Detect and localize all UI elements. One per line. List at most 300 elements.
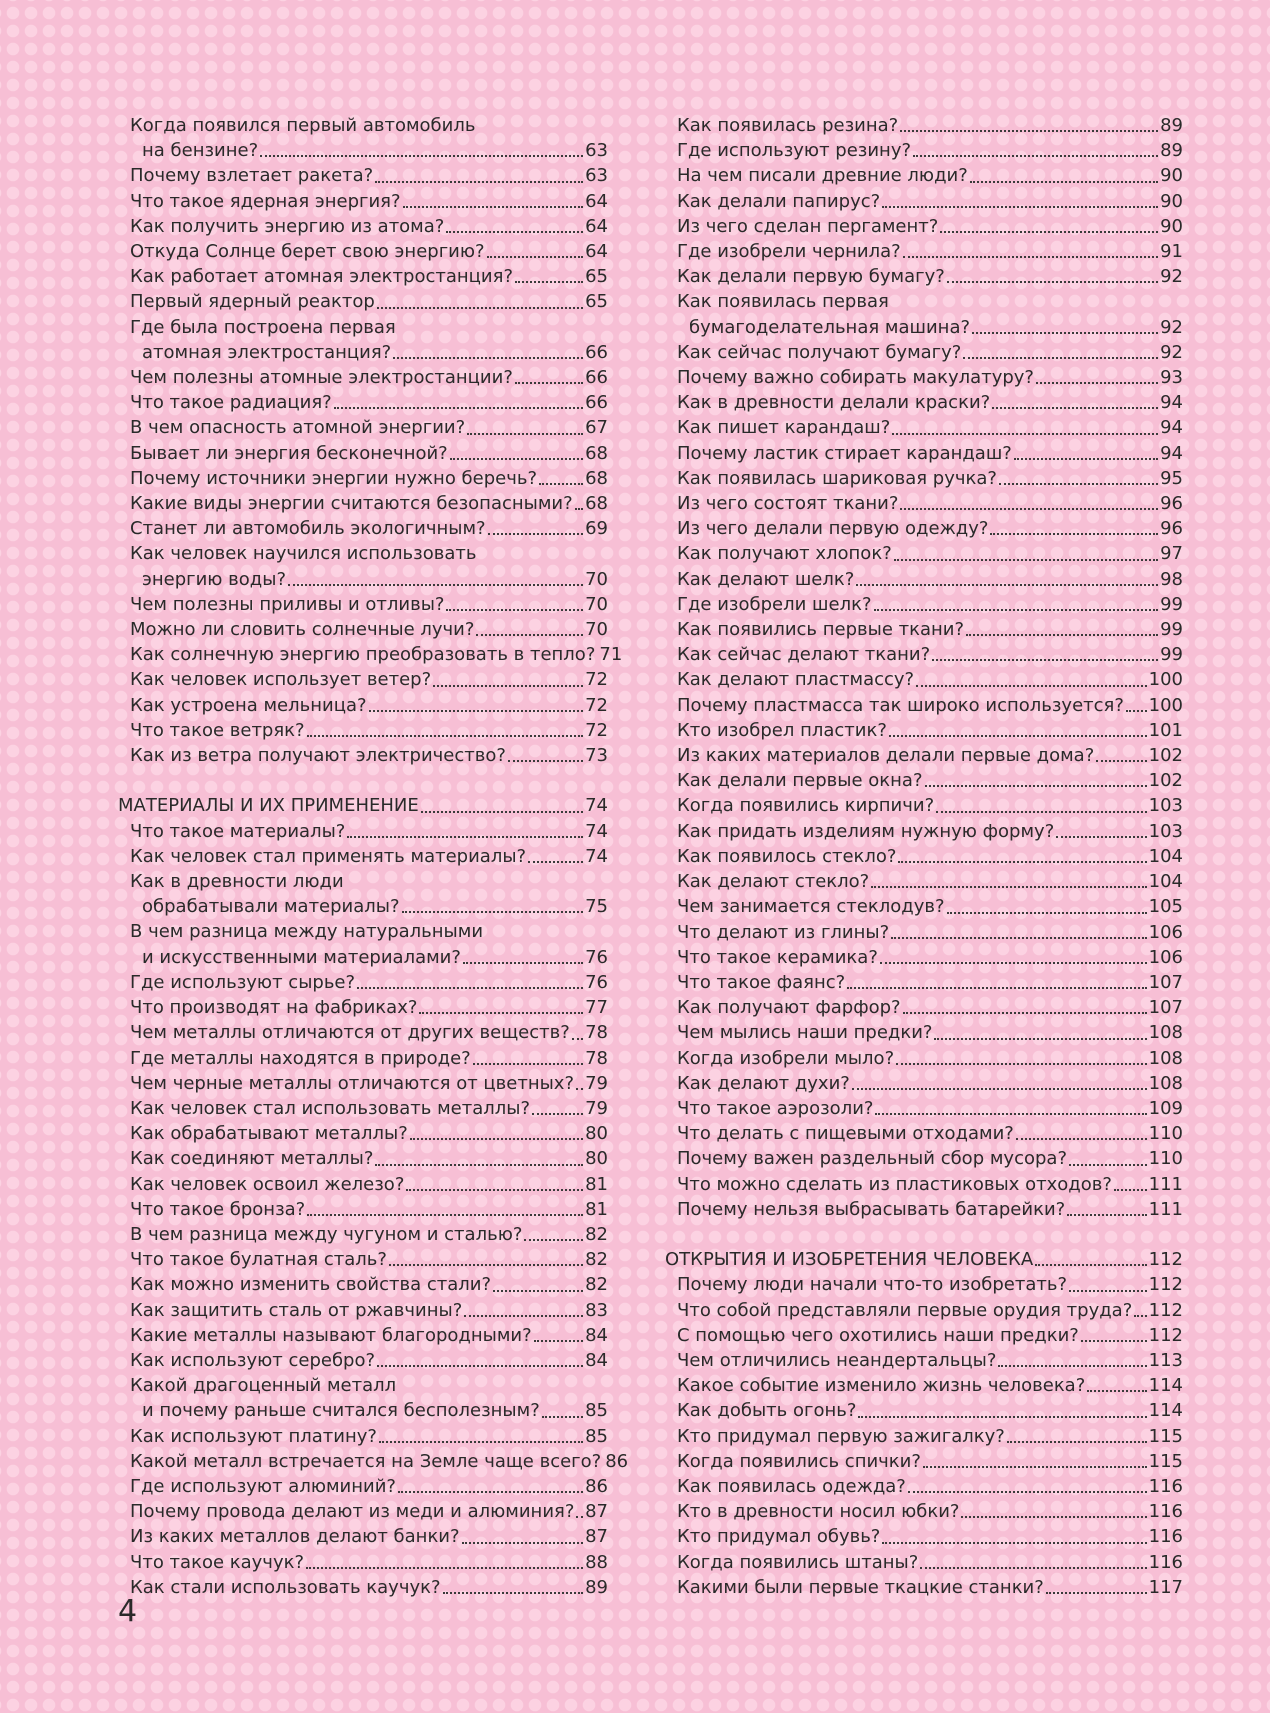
- dot-leader: [377, 307, 583, 309]
- toc-entry-title: Чем отличились неандертальцы?: [677, 1349, 997, 1371]
- toc-entry-title: Как человек использует ветер?: [130, 669, 432, 691]
- toc-entry: [118, 995, 608, 1020]
- dot-leader: [875, 1113, 1146, 1115]
- toc-entry: [665, 340, 1183, 365]
- dot-leader: [858, 1416, 1146, 1418]
- toc-page-number: 74: [585, 820, 608, 842]
- toc-entry-title: Почему источники энергии нужно беречь?: [130, 467, 538, 489]
- toc-entry: [118, 1121, 608, 1146]
- toc-page-number: 103: [1148, 795, 1183, 817]
- toc-entry: [118, 667, 608, 692]
- toc-page-number: 102: [1148, 770, 1183, 792]
- dot-leader: [508, 760, 583, 762]
- dot-leader: [393, 357, 583, 359]
- toc-page-number: 110: [1148, 1123, 1183, 1145]
- dot-leader: [406, 1189, 583, 1191]
- toc-entry-title: Первый ядерный реактор: [130, 291, 375, 313]
- toc-entry: [118, 189, 608, 214]
- toc-entry-title: Чем черные металлы отличаются от цветных?: [130, 1072, 575, 1094]
- toc-page-number: 103: [1148, 820, 1183, 842]
- toc-page-number: 116: [1148, 1526, 1183, 1548]
- dot-leader: [576, 1088, 583, 1090]
- toc-page-number: 70: [585, 593, 608, 615]
- dot-leader: [1067, 1214, 1146, 1216]
- toc-page-number: 115: [1148, 1425, 1183, 1447]
- dot-leader: [992, 407, 1158, 409]
- toc-entry: [665, 718, 1183, 743]
- dot-leader: [375, 1164, 583, 1166]
- dot-leader: [894, 559, 1158, 561]
- toc-entry-title: Из чего состоят ткани?: [677, 493, 899, 515]
- toc-entry-title: В чем разница между натуральными: [130, 921, 484, 943]
- toc-entry: [665, 1373, 1183, 1398]
- toc-entry-title: Как сейчас делают ткани?: [677, 644, 931, 666]
- toc-entry-title: Как получить энергию из атома?: [130, 215, 445, 237]
- dot-leader: [1069, 1164, 1147, 1166]
- toc-entry: [665, 390, 1183, 415]
- dot-leader: [443, 1592, 584, 1594]
- toc-entry-title: Почему ластик стирает карандаш?: [677, 442, 1012, 464]
- toc-entry-title: Где изобрели чернила?: [677, 241, 901, 263]
- toc-entry: [665, 289, 1183, 339]
- toc-entry-title: Как появилась одежда?: [677, 1475, 906, 1497]
- toc-page-number: 66: [585, 367, 608, 389]
- toc-page-number: 97: [1160, 543, 1183, 565]
- toc-page-number: 64: [585, 241, 608, 263]
- toc-page-number: 74: [585, 795, 608, 817]
- dot-leader: [990, 533, 1158, 535]
- toc-entry-title: Что такое фаянс?: [677, 971, 846, 993]
- toc-page-number: 78: [585, 1047, 608, 1069]
- toc-entry-title: обрабатывали материалы?: [142, 896, 400, 918]
- toc-entry: [118, 1348, 608, 1373]
- toc-entry: [665, 1524, 1183, 1549]
- toc-page-number: 68: [585, 442, 608, 464]
- toc-page-number: 81: [585, 1198, 608, 1220]
- toc-entry-title: Как делают стекло?: [677, 871, 870, 893]
- toc-entry: [665, 970, 1183, 995]
- toc-page-number: 107: [1148, 971, 1183, 993]
- dot-leader: [487, 256, 584, 258]
- toc-page-number: 79: [585, 1072, 608, 1094]
- toc-entry-title: Что делают из глины?: [677, 921, 890, 943]
- toc-entry: [665, 1348, 1183, 1373]
- toc-entry: [665, 1323, 1183, 1348]
- toc-entry: [118, 1424, 608, 1449]
- toc-page-number: 116: [1148, 1551, 1183, 1573]
- toc-page-number: 85: [585, 1425, 608, 1447]
- toc-entry-title: Как появилась первая: [677, 291, 889, 313]
- toc-entry: [118, 592, 608, 617]
- dot-leader: [1056, 836, 1146, 838]
- toc-page-number: 111: [1148, 1198, 1183, 1220]
- toc-right-column: [665, 113, 1183, 1600]
- toc-entry: [118, 1046, 608, 1071]
- dot-leader: [1014, 458, 1158, 460]
- toc-entry-title: Как делают духи?: [677, 1072, 850, 1094]
- toc-entry-title: Что такое радиация?: [130, 392, 332, 414]
- toc-page-number: 115: [1148, 1450, 1183, 1472]
- dot-leader: [379, 1441, 583, 1443]
- dot-leader: [539, 483, 583, 485]
- toc-page-number: 84: [585, 1349, 608, 1371]
- toc-entry: [665, 1272, 1183, 1297]
- toc-entry: [665, 466, 1183, 491]
- toc-page-number: 90: [1160, 165, 1183, 187]
- dot-leader: [900, 130, 1158, 132]
- toc-page-number: 84: [585, 1324, 608, 1346]
- toc-page-number: 110: [1148, 1148, 1183, 1170]
- toc-entry: [665, 1298, 1183, 1323]
- toc-entry: [118, 1020, 608, 1045]
- toc-entry-title: Что делать с пищевыми отходами?: [677, 1123, 1014, 1145]
- dot-leader: [524, 1239, 583, 1241]
- toc-entry-title: Какие виды энергии считаются безопасными?: [130, 493, 573, 515]
- dot-leader: [1096, 760, 1146, 762]
- toc-entry: [665, 1020, 1183, 1045]
- toc-page-number: 94: [1160, 417, 1183, 439]
- dot-leader: [1007, 1441, 1147, 1443]
- dot-leader: [450, 458, 583, 460]
- toc-entry: [118, 743, 608, 768]
- dot-leader: [1046, 1592, 1147, 1594]
- toc-entry-title: Когда появились спички?: [677, 1450, 921, 1472]
- toc-page-number: 106: [1148, 921, 1183, 943]
- toc-entry: [118, 919, 608, 969]
- toc-page-number: 88: [585, 1551, 608, 1573]
- dot-leader: [889, 735, 1147, 737]
- toc-page-number: 63: [585, 165, 608, 187]
- toc-entry-title: бумагоделательная машина?: [689, 316, 971, 338]
- toc-entry-title: Чем полезны приливы и отливы?: [130, 593, 445, 615]
- toc-entry-title: Почему пластмасса так широко используется?: [677, 694, 1124, 716]
- toc-page-number: 86: [605, 1450, 629, 1472]
- toc-entry: [665, 667, 1183, 692]
- toc-page-number: 108: [1148, 1047, 1183, 1069]
- toc-page-number: 75: [585, 896, 608, 918]
- toc-entry: [118, 844, 608, 869]
- toc-entry: [665, 894, 1183, 919]
- toc-page-number: 112: [1148, 1274, 1183, 1296]
- toc-entry: [665, 441, 1183, 466]
- toc-page-number: 63: [585, 140, 608, 162]
- dot-leader: [576, 1516, 583, 1518]
- toc-entry: [118, 1172, 608, 1197]
- toc-entry-title: Как из ветра получают электричество?: [130, 745, 506, 767]
- toc-entry-title: Из чего делали первую одежду?: [677, 518, 989, 540]
- toc-page-number: 92: [1160, 316, 1183, 338]
- toc-entry-title: Кто придумал обувь?: [677, 1526, 881, 1548]
- dot-leader: [488, 533, 583, 535]
- dot-leader: [891, 937, 1146, 939]
- dot-leader: [936, 811, 1146, 813]
- toc-entry: [118, 541, 608, 591]
- toc-entry: [118, 466, 608, 491]
- toc-page-number: 117: [1148, 1576, 1183, 1598]
- toc-entry-title: Как делали папирус?: [677, 190, 881, 212]
- dot-leader: [1134, 1315, 1146, 1317]
- toc-page-number: 68: [585, 467, 608, 489]
- toc-entry-title: Как делали первую бумагу?: [677, 266, 945, 288]
- toc-entry-title: Как устроена мельница?: [130, 694, 367, 716]
- toc-entry: [665, 793, 1183, 818]
- toc-entry-title: Как человек освоил железо?: [130, 1173, 405, 1195]
- toc-entry-title: Что такое ядерная энергия?: [130, 190, 401, 212]
- toc-entry-title: Почему важен раздельный сбор мусора?: [677, 1148, 1067, 1170]
- toc-entry: [118, 970, 608, 995]
- toc-entry: [118, 1524, 608, 1549]
- toc-entry-title: Как пишет карандаш?: [677, 417, 891, 439]
- toc-entry: [118, 264, 608, 289]
- dot-leader: [852, 1088, 1147, 1090]
- toc-entry: [118, 415, 608, 440]
- toc-entry-title: Где используют алюминий?: [130, 1475, 396, 1497]
- toc-entry: [665, 743, 1183, 768]
- toc-entry-title: атомная электростанция?: [142, 341, 392, 363]
- toc-page-number: 108: [1148, 1072, 1183, 1094]
- toc-entry-title: Где изобрели шелк?: [677, 593, 872, 615]
- dot-leader: [940, 231, 1158, 233]
- toc-page-number: 82: [585, 1249, 608, 1271]
- toc-entry-title: Как работает атомная электростанция?: [130, 266, 513, 288]
- dot-leader: [463, 962, 583, 964]
- toc-page-number: 67: [585, 417, 608, 439]
- dot-leader: [419, 1012, 583, 1014]
- toc-entry-title: Чем занимается стеклодув?: [677, 896, 945, 918]
- toc-entry: [118, 1373, 608, 1423]
- toc-page-number: 93: [1160, 367, 1183, 389]
- toc-entry: [665, 1071, 1183, 1096]
- toc-page-number: 71: [599, 644, 623, 666]
- toc-entry: [118, 214, 608, 239]
- toc-entry: [665, 693, 1183, 718]
- toc-section-heading: [118, 793, 608, 818]
- toc-entry-title: Какое событие изменило жизнь человека?: [677, 1375, 1086, 1397]
- toc-entry-title: Как появились первые ткани?: [677, 619, 965, 641]
- toc-entry: [118, 491, 608, 516]
- dot-leader: [532, 1113, 583, 1115]
- toc-page-number: 82: [585, 1223, 608, 1245]
- dot-leader: [923, 1466, 1147, 1468]
- dot-leader: [421, 811, 583, 813]
- toc-entry: [665, 1550, 1183, 1575]
- toc-entry-title: Почему провода делают из меди и алюминия?: [130, 1501, 575, 1523]
- toc-entry: [665, 819, 1183, 844]
- toc-entry: [118, 1272, 608, 1297]
- dot-leader: [932, 659, 1158, 661]
- dot-leader: [433, 685, 583, 687]
- toc-page-number: 91: [1160, 241, 1183, 263]
- dot-leader: [1081, 1340, 1147, 1342]
- toc-entry-title: Что производят на фабриках?: [130, 997, 418, 1019]
- toc-page-number: 99: [1160, 593, 1183, 615]
- toc-page-number: 114: [1148, 1375, 1183, 1397]
- toc-page-number: 76: [585, 971, 608, 993]
- toc-entry-title: Когда изобрели мыло?: [677, 1047, 895, 1069]
- toc-entry: [665, 365, 1183, 390]
- toc-entry-title: Какой металл встречается на Земле чаще всего?: [130, 1450, 602, 1472]
- toc-entry: [118, 1146, 608, 1171]
- toc-page-number: 90: [1160, 215, 1183, 237]
- dot-leader: [410, 1138, 583, 1140]
- toc-page-number: 94: [1160, 442, 1183, 464]
- dot-leader: [1087, 1390, 1146, 1392]
- toc-entry-title: С помощью чего охотились наши предки?: [677, 1324, 1079, 1346]
- toc-page-number: 99: [1160, 619, 1183, 641]
- toc-entry: [118, 869, 608, 919]
- toc-entry-title: Что такое булатная сталь?: [130, 1249, 387, 1271]
- toc-entry: [665, 415, 1183, 440]
- toc-entry: [665, 1474, 1183, 1499]
- dot-leader: [898, 861, 1146, 863]
- dot-leader: [260, 155, 583, 157]
- toc-page-number: 72: [585, 694, 608, 716]
- dot-leader: [462, 1542, 584, 1544]
- toc-page-number: 86: [585, 1475, 608, 1497]
- toc-entry-title: энергию воды?: [142, 568, 287, 590]
- toc-entry: [665, 1172, 1183, 1197]
- dot-leader: [874, 609, 1159, 611]
- toc-entry: [118, 1197, 608, 1222]
- toc-entry: [665, 138, 1183, 163]
- toc-entry-title: Кто придумал первую зажигалку?: [677, 1425, 1005, 1447]
- dot-leader: [871, 886, 1146, 888]
- toc-page-number: 111: [1148, 1173, 1183, 1195]
- toc-entry-title: Как делали первые окна?: [677, 770, 923, 792]
- toc-page-number: 87: [585, 1501, 608, 1523]
- toc-page-number: 92: [1160, 341, 1183, 363]
- toc-entry: [118, 163, 608, 188]
- toc-page-number: 89: [1160, 140, 1183, 162]
- toc-entry: [118, 1071, 608, 1096]
- toc-entry: [118, 718, 608, 743]
- dot-leader: [473, 1063, 583, 1065]
- toc-entry-title: Как получают фарфор?: [677, 997, 901, 1019]
- toc-entry-title: Как получают хлопок?: [677, 543, 892, 565]
- toc-entry-title: Как делают шелк?: [677, 568, 855, 590]
- dot-leader: [476, 634, 583, 636]
- toc-page-number: 81: [585, 1173, 608, 1195]
- toc-entry-title: Чем полезны атомные электростанции?: [130, 367, 513, 389]
- toc-page-number: 98: [1160, 568, 1183, 590]
- toc-page-number: 77: [585, 997, 608, 1019]
- toc-entry: [665, 592, 1183, 617]
- dot-leader: [528, 861, 583, 863]
- toc-entry: [665, 642, 1183, 667]
- toc-page-number: 65: [585, 291, 608, 313]
- toc-entry: [665, 541, 1183, 566]
- toc-entry: [665, 1197, 1183, 1222]
- toc-entry-title: Что такое ветряк?: [130, 719, 305, 741]
- dot-leader: [1114, 1189, 1147, 1191]
- toc-entry: [118, 1449, 629, 1474]
- toc-entry-title: Где используют сырье?: [130, 971, 356, 993]
- dot-leader: [1016, 1138, 1147, 1140]
- toc-entry-title: Как в древности люди: [130, 871, 344, 893]
- toc-entry-title: и почему раньше считался бесполезным?: [142, 1400, 540, 1422]
- toc-entry-title: Из чего сделан пергамент?: [677, 215, 939, 237]
- toc-page-number: 89: [1160, 115, 1183, 136]
- dot-leader: [903, 1012, 1147, 1014]
- toc-entry-title: Почему важно собирать макулатуру?: [677, 367, 1034, 389]
- toc-entry: [118, 642, 623, 667]
- dot-leader: [347, 836, 583, 838]
- toc-page-number: 116: [1148, 1475, 1183, 1497]
- toc-entry: [665, 1575, 1183, 1600]
- toc-entry-title: Как появилась шариковая ручка?: [677, 467, 997, 489]
- dot-leader: [925, 785, 1147, 787]
- toc-entry: [665, 239, 1183, 264]
- dot-leader: [900, 508, 1158, 510]
- dot-leader: [892, 433, 1158, 435]
- toc-page-number: 64: [585, 215, 608, 237]
- dot-leader: [882, 206, 1158, 208]
- toc-entry-title: Когда появились штаны?: [677, 1551, 919, 1573]
- dot-leader: [966, 634, 1158, 636]
- dot-leader: [377, 1365, 583, 1367]
- toc-entry-title: Как человек стал использовать металлы?: [130, 1097, 531, 1119]
- dot-leader: [947, 281, 1158, 283]
- toc-entry: [118, 1298, 608, 1323]
- toc-page-number: 101: [1148, 719, 1183, 741]
- toc-entry-title: Как человек научился использовать: [130, 543, 477, 565]
- toc-entry-title: Что такое бронза?: [130, 1198, 306, 1220]
- toc-entry: [118, 239, 608, 264]
- toc-page-number: 102: [1148, 745, 1183, 767]
- toc-entry: [118, 1323, 608, 1348]
- toc-section-heading: [665, 1247, 1183, 1272]
- toc-page-number: 66: [585, 392, 608, 414]
- toc-entry-title: Чем металлы отличаются от других веществ?: [130, 1022, 570, 1044]
- toc-entry-title: Кто изобрел пластик?: [677, 719, 887, 741]
- toc-entry-title: Как в древности делали краски?: [677, 392, 991, 414]
- toc-entry-title: Когда появились кирпичи?: [677, 795, 935, 817]
- toc-entry: [665, 1146, 1183, 1171]
- toc-entry-title: Кто в древности носил юбки?: [677, 1501, 960, 1523]
- toc-page-number: 104: [1148, 871, 1183, 893]
- dot-leader: [903, 256, 1158, 258]
- dot-leader: [880, 962, 1147, 964]
- toc-page-number: 65: [585, 266, 608, 288]
- toc-page-number: 83: [585, 1299, 608, 1321]
- dot-leader: [947, 912, 1147, 914]
- toc-page-number: 99: [1160, 644, 1183, 666]
- dot-leader: [307, 1214, 583, 1216]
- toc-entry: [665, 1499, 1183, 1524]
- toc-entry-title: Где металлы находятся в природе?: [130, 1047, 471, 1069]
- toc-entry-title: Как придать изделиям нужную форму?: [677, 820, 1055, 842]
- toc-entry: [118, 1575, 608, 1600]
- toc-page-number: 68: [585, 493, 608, 515]
- toc-entry-title: Как человек стал применять материалы?: [130, 845, 527, 867]
- toc-entry-title: Станет ли автомобиль экологичным?: [130, 518, 486, 540]
- toc-entry: [665, 163, 1183, 188]
- toc-page-number: 89: [585, 1576, 608, 1598]
- dot-leader: [464, 1315, 583, 1317]
- toc-page-number: 92: [1160, 266, 1183, 288]
- dot-leader: [542, 1416, 583, 1418]
- toc-entry: [665, 516, 1183, 541]
- toc-entry-title: Как сейчас получают бумагу?: [677, 341, 962, 363]
- toc-page-number: 94: [1160, 392, 1183, 414]
- toc-page-number: 72: [585, 669, 608, 691]
- page-number: 4: [118, 1594, 138, 1629]
- toc-entry-title: Почему взлетает ракета?: [130, 165, 374, 187]
- toc-page-number: 64: [585, 190, 608, 212]
- dot-leader: [575, 508, 583, 510]
- toc-page-number: 69: [585, 518, 608, 540]
- dot-leader: [369, 710, 584, 712]
